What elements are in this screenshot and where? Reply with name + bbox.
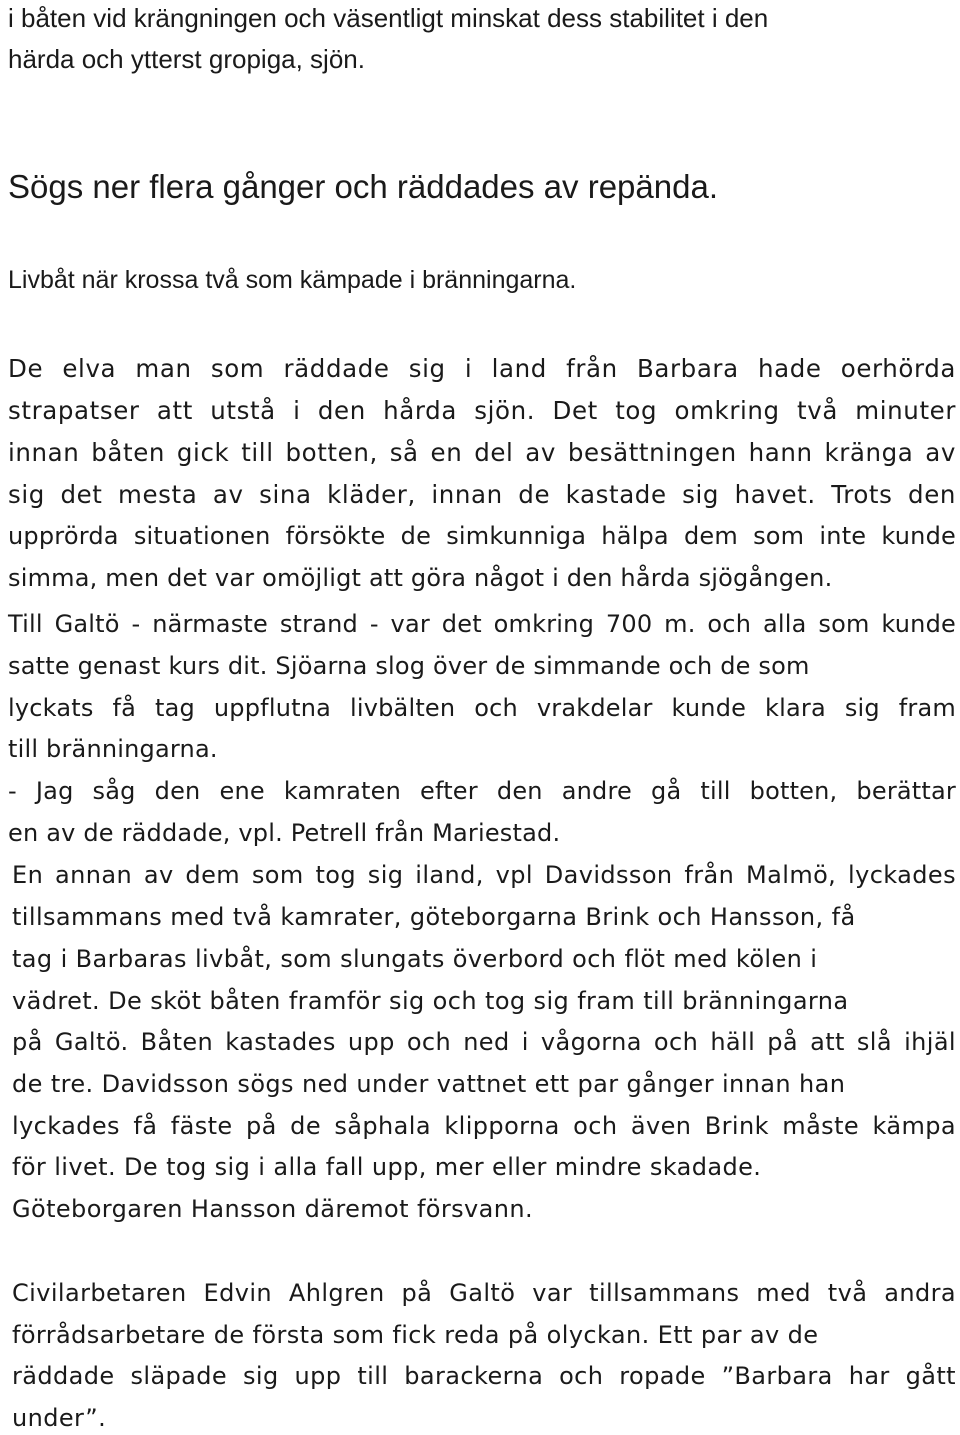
intro-line-2: härda och ytterst gropiga, sjön. <box>8 44 365 74</box>
paragraph-line: lyckades få fäste på de såphala klipporna och även Brink måste kämpa <box>12 1112 956 1140</box>
paragraph-line: för livet. De tog sig i alla fall upp, mer eller mindre skadade. <box>12 1153 762 1181</box>
paragraph-line: på Galtö. Båten kastades upp och ned i vågorna och häll på att slå ihjäl <box>12 1028 956 1056</box>
section-subheading: Livbåt när krossa två som kämpade i bränningarna. <box>8 266 577 294</box>
paragraph-line: en av de räddade, vpl. Petrell från Mariestad. <box>8 819 561 847</box>
paragraph-line: tag i Barbaras livbåt, som slungats överbord och flöt med kölen i <box>12 945 818 973</box>
paragraph-line: Civilarbetaren Edvin Ahlgren på Galtö var tillsammans med två andra <box>12 1279 956 1307</box>
intro-line-1: i båten vid krängningen och väsentligt minskat dess stabilitet i den <box>8 3 769 33</box>
paragraph-line: vädret. De sköt båten framför sig och tog sig fram till bränningarna <box>12 987 849 1015</box>
paragraph-line: - Jag såg den ene kamraten efter den andre gå till botten, berättar <box>8 777 956 805</box>
paragraph-line: simma, men det var omöjligt att göra något i den hårda sjögången. <box>8 564 833 592</box>
paragraph-line: satte genast kurs dit. Sjöarna slog över de simmande och de som <box>8 652 810 680</box>
paragraph-line: innan båten gick till botten, så en del av besättningen hann kränga av <box>8 438 956 467</box>
paragraph-line: En annan av dem som tog sig iland, vpl Davidsson från Malmö, lyckades <box>12 861 956 889</box>
paragraph-line: de tre. Davidsson sögs ned under vattnet ett par gånger innan han <box>12 1070 846 1098</box>
paragraph-line: sig det mesta av sina kläder, innan de kastade sig havet. Trots den <box>8 480 956 509</box>
paragraph-line: tillsammans med två kamrater, göteborgarna Brink och Hansson, få <box>12 903 856 931</box>
paragraph-line: under”. <box>12 1404 107 1432</box>
paragraph-line: upprörda situationen försökte de simkunniga hälpa dem som inte kunde <box>8 522 956 550</box>
paragraph-line: strapatser att utstå i den hårda sjön. Det tog omkring två minuter <box>8 396 956 425</box>
paragraph-line: De elva man som räddade sig i land från Barbara hade oerhörda <box>8 354 956 383</box>
paragraph-line: till bränningarna. <box>8 735 218 763</box>
section-heading: Sögs ner flera gånger och räddades av repända. <box>8 168 718 205</box>
paragraph-line: Göteborgaren Hansson däremot försvann. <box>12 1195 534 1223</box>
paragraph-line: förrådsarbetare de första som fick reda på olyckan. Ett par av de <box>12 1321 819 1349</box>
paragraph-line: Till Galtö - närmaste strand - var det omkring 700 m. och alla som kunde <box>8 610 956 638</box>
paragraph-line: lyckats få tag uppflutna livbälten och vrakdelar kunde klara sig fram <box>8 694 956 722</box>
paragraph-line: räddade släpade sig upp till barackerna och ropade ”Barbara har gått <box>12 1362 956 1390</box>
